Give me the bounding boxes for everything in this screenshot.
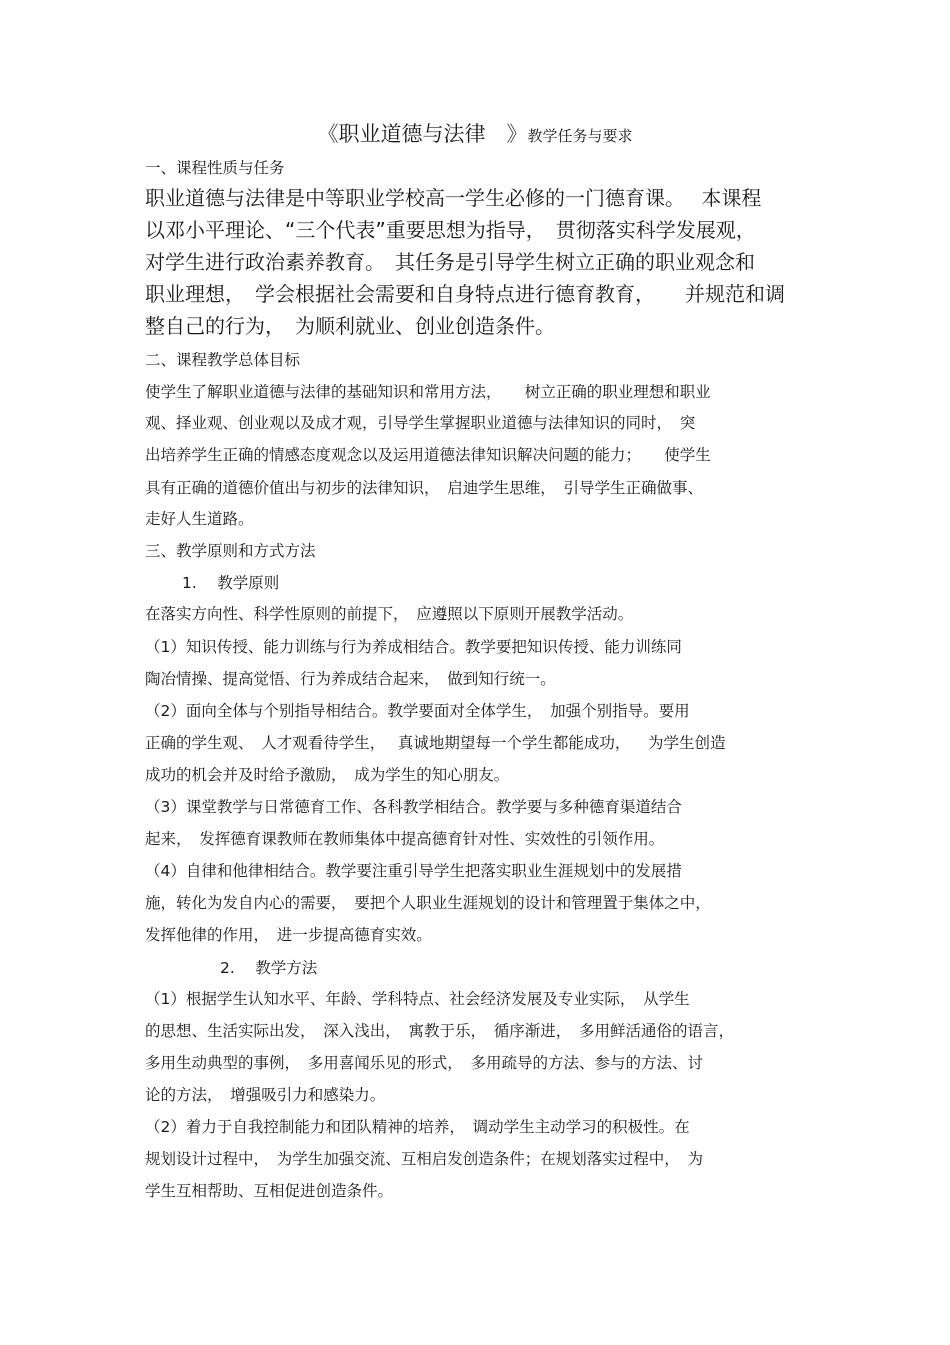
principles-line: （4）自律和他律相结合。教学要注重引导学生把落实职业生涯规划中的发展措	[145, 862, 682, 880]
principles-line: 正确的学生观、 人才观看待学生， 真诚地期望每一个学生都能成功， 为学生创造	[145, 734, 726, 752]
section-heading-3: 三、教学原则和方式方法	[145, 542, 316, 560]
principles-line: （1）知识传授、能力训练与行为养成相结合。教学要把知识传授、能力训练同	[145, 638, 682, 656]
section-heading-2: 二、课程教学总体目标	[145, 351, 301, 369]
subheading-teaching-methods: 2. 教学方法	[220, 959, 318, 977]
title-main: 《职业道德与法律 》	[317, 122, 528, 146]
methods-line: 多用生动典型的事例， 多用喜闻乐见的形式， 多用疏导的方法、参与的方法、讨	[145, 1054, 704, 1072]
section-2-line: 观、择业观、创业观以及成才观，引导学生掌握职业道德与法律知识的同时， 突	[145, 414, 696, 432]
section-2-line: 具有正确的道德价值出与初步的法律知识， 启迪学生思维， 引导学生正确做事、	[145, 479, 704, 497]
section-1-line: 整自己的行为， 为顺利就业、创业创造条件。	[145, 314, 555, 338]
principles-line: （2）面向全体与个别指导相结合。教学要面对全体学生， 加强个别指导。要用	[145, 702, 690, 720]
principles-line: 成功的机会并及时给予激励， 成为学生的知心朋友。	[145, 766, 510, 784]
document-title	[0, 122, 950, 148]
principles-line: 在落实方向性、科学性原则的前提下， 应遵照以下原则开展教学活动。	[145, 605, 634, 623]
methods-line: 论的方法， 增强吸引力和感染力。	[145, 1086, 386, 1104]
section-2-line: 走好人生道路。	[145, 510, 254, 528]
principles-line: （3）课堂教学与日常德育工作、各科教学相结合。教学要与多种德育渠道结合	[145, 798, 682, 816]
principles-line: 陶冶情操、提高觉悟、行为养成结合起来， 做到知行统一。	[145, 670, 556, 688]
methods-line: 规划设计过程中， 为学生加强交流、互相启发创造条件；在规划落实过程中， 为	[145, 1150, 704, 1168]
methods-line: （2）着力于自我控制能力和团队精神的培养， 调动学生主动学习的积极性。在	[145, 1118, 690, 1136]
principles-line: 起来， 发挥德育课教师在教师集体中提高德育针对性、实效性的引领作用。	[145, 830, 665, 848]
section-2-line: 出培养学生正确的情感态度观念以及运用道德法律知识解决问题的能力； 使学生	[145, 446, 711, 464]
title-suffix: 教学任务与要求	[527, 127, 633, 145]
section-2-line: 使学生了解职业道德与法律的基础知识和常用方法， 树立正确的职业理想和职业	[145, 383, 711, 401]
section-1-line: 以邓小平理论、“三个代表”重要思想为指导， 贯彻落实科学发展观，	[145, 218, 756, 242]
subheading-teaching-principles: 1. 教学原则	[182, 574, 280, 592]
section-1-line: 对学生进行政治素养教育。 其任务是引导学生树立正确的职业观念和	[145, 250, 755, 274]
section-heading-1: 一、课程性质与任务	[145, 159, 285, 177]
principles-line: 发挥他律的作用， 进一步提高德育实效。	[145, 926, 432, 944]
section-1-line: 职业道德与法律是中等职业学校高一学生必修的一门德育课。 本课程	[145, 186, 762, 210]
methods-line: 的思想、生活实际出发， 深入浅出， 寓教于乐， 循序渐进， 多用鲜活通俗的语言，	[145, 1022, 735, 1040]
section-1-line: 职业理想， 学会根据社会需要和自身特点进行德育教育， 并规范和调	[145, 282, 785, 306]
principles-line: 施，转化为发自内心的需要， 要把个人职业生涯规划的设计和管理置于集体之中，	[145, 894, 711, 912]
methods-line: 学生互相帮助、互相促进创造条件。	[145, 1182, 394, 1200]
methods-line: （1）根据学生认知水平、年龄、学科特点、社会经济发展及专业实际， 从学生	[145, 990, 690, 1008]
